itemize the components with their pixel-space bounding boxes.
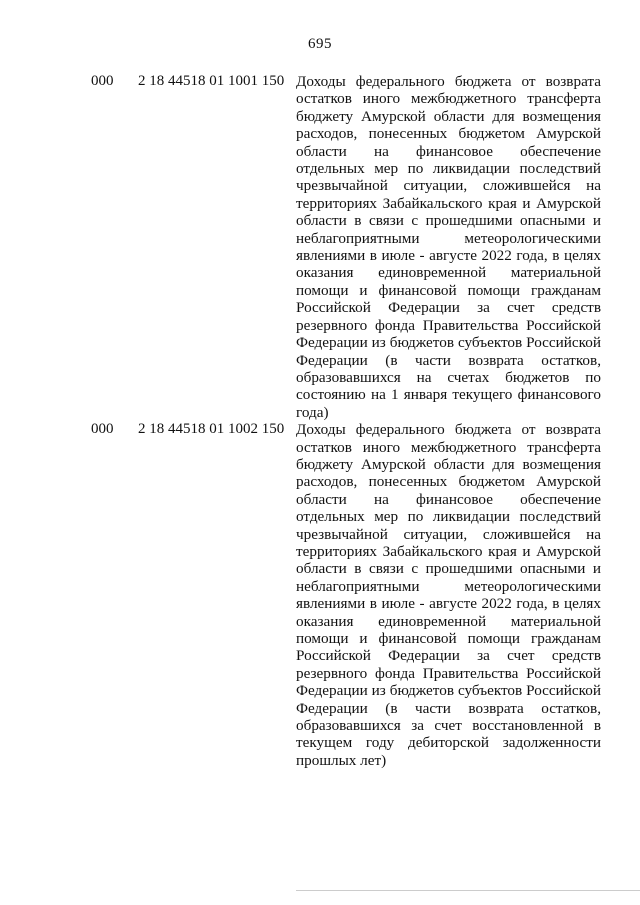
income-description: Доходы федерального бюджета от возврата остатков иного межбюджетного трансферта бюджету Амурской области для возмещения расходов, понесенных бюджетом Амурской области на финансовое обеспечение отдельных мер по ликвидации последствий чрезвычайной ситуации, сложившейся на территориях Забайкальского края и Амурской области в связи с прошедшими опасными и неблагоприятными метеорологическими явлениями в июле - августе 2022 года, в целях оказания единовременной материальной помощи и финансовой помощи гражданам Российской Федерации за счет средств резервного фонда Правительства Российской Федерации из бюджетов субъектов Российской Федерации (в части возврата остатков, образовавшихся на счетах бюджетов по состоянию на 1 января текущего финансового года): [296, 73, 601, 421]
scan-edge-line: [296, 890, 640, 891]
budget-classification-code: 2 18 44518 01 1001 150: [138, 73, 285, 89]
page-number: 695: [308, 36, 332, 52]
table-row: [91, 421, 601, 769]
budget-classification-code: 2 18 44518 01 1002 150: [138, 421, 285, 438]
table-row: [91, 73, 601, 421]
income-description: Доходы федерального бюджета от возврата остатков иного межбюджетного трансферта бюджету Амурской области для возмещения расходов, понесенных бюджетом Амурской области на финансовое обеспечение отдельных мер по ликвидации последствий чрезвычайной ситуации, сложившейся на территориях Забайкальского края и Амурской области в связи с прошедшими опасными и неблагоприятными метеорологическими явлениями в июле - августе 2022 года, в целях оказания единовременной материальной помощи и финансовой помощи гражданам Российской Федерации за счет средств резервного фонда Правительства Российской Федерации из бюджетов субъектов Российской Федерации (в части возврата остатков, образовавшихся за счет восстановленной в текущем году дебиторской задолженности прошлых лет): [296, 421, 601, 769]
admin-code: 000: [91, 421, 114, 438]
budget-code-table: [91, 73, 601, 769]
admin-code: 000: [91, 73, 114, 89]
